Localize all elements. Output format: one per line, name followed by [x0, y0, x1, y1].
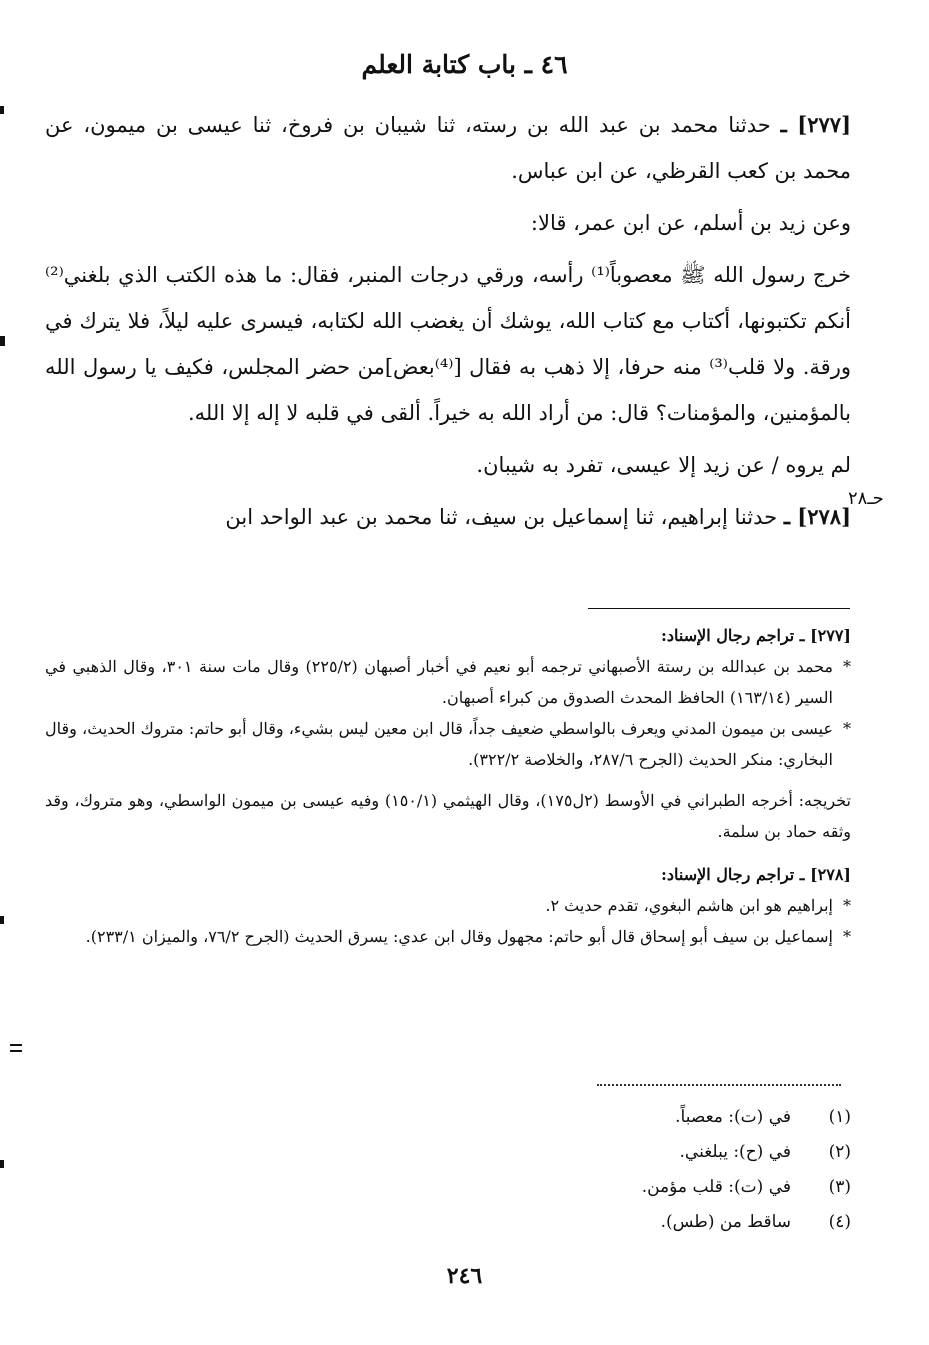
- note-277-narrator-2: * عيسى بن ميمون المدني ويعرف بالواسطي ضعيف جداً، قال ابن معين ليس بشيء، وقال أبو حاتم: متروك الحديث، وقال البخاري: منكر الحديث (الجرح ٢٨٧/٦، والخلاصة ٣٢٢/٢).: [45, 713, 851, 775]
- binding-mark: [0, 1160, 4, 1168]
- footnote-separator: [588, 608, 850, 609]
- hadith-277-isnad: [45, 102, 851, 194]
- binding-mark: [10, 1044, 22, 1046]
- commentary-notes: [45, 620, 851, 952]
- footnote-number: (٤): [828, 1212, 851, 1232]
- footnote-item: [551, 1135, 851, 1170]
- bullet-star-icon: *: [843, 927, 851, 946]
- footnote-item: [551, 1100, 851, 1135]
- footnote-item: [551, 1205, 851, 1240]
- note-278-narrator-2: * إسماعيل بن سيف أبو إسحاق قال أبو حاتم: مجهول وقال ابن عدي: يسرق الحديث (الجرح ٧٦/٢، والميزان ٢٣٣/١).: [45, 921, 851, 952]
- page-number: ٢٤٦: [446, 1263, 483, 1289]
- footnote-number: (٢): [828, 1142, 851, 1162]
- binding-mark: [0, 916, 4, 924]
- note-278-narrator-1: * إبراهيم هو ابن هاشم البغوي، تقدم حديث ٢.: [45, 890, 851, 921]
- hadith-comment: لم يروه / عن زيد إلا عيسى، تفرد به شيبان.: [476, 453, 851, 477]
- footnote-text: في (ت): قلب مؤمن.: [641, 1177, 791, 1197]
- chapter-title: ٤٦ ـ باب كتابة العلم: [361, 50, 568, 79]
- note-277-narrator-1: * محمد بن عبدالله بن رستة الأصبهاني ترجمه أبو نعيم في أخبار أصبهان (٢٢٥/٢) وقال مات سنة ٣٠١، وقال الذهبي في السير (١٦٣/١٤) الحافظ المحدث الصدوق من كبراء أصبهان.: [45, 651, 851, 713]
- footnote-text: في (ح): يبلغني.: [679, 1142, 791, 1162]
- footnote-dotted-separator: [597, 1084, 841, 1086]
- bullet-star-icon: *: [843, 896, 851, 915]
- hadith-matn: خرج رسول الله ﷺ معصوباً⁽¹⁾ رأسه، ورقي درجات المنبر، فقال: ما هذه الكتب الذي بلغني⁽²⁾ أنكم تكتبونها، أكتاب مع كتاب الله، يوشك أن يغضب الله لكتابه، فيسرى عليه ليلاً، فلا يترك في ورقة. ولا قلب⁽³⁾ منه حرفا، إلا ذهب به فقال [⁽⁴⁾بعض]من حضر المجلس، فكيف يا رسول الله بالمؤمنين، والمؤمنات؟ قال: من أراد الله به خيراً. ألقى في قلبه لا إله إلا الله.: [45, 263, 851, 425]
- hadith-278-isnad: [45, 494, 851, 540]
- binding-mark: [10, 1050, 22, 1052]
- note-277-takhrij: تخريجه: أخرجه الطبراني في الأوسط (٢ل١٧٥)، وقال الهيثمي (١٥٠/١) وفيه عيسى بن ميمون الواسطي، وهو متروك، وقد وثقه حماد بن سلمة.: [45, 791, 852, 841]
- hadith-number: [٢٧٧] ـ: [780, 112, 851, 137]
- bullet-star-icon: *: [843, 657, 851, 676]
- footnote-number: (٣): [828, 1177, 851, 1197]
- footnote-item: [551, 1170, 851, 1205]
- bullet-star-icon: *: [843, 719, 851, 738]
- isnad-text: حدثنا محمد بن عبد الله بن رسته، ثنا شيبان بن فروخ، ثنا عيسى بن ميمون، عن محمد بن كعب القرظي، عن ابن عباس.: [45, 113, 851, 183]
- footnote-text: ساقط من (طس).: [660, 1212, 791, 1232]
- note-277-heading: [٢٧٧] ـ تراجم رجال الإسناد:: [661, 626, 851, 645]
- manuscript-folio-marker: حـ٢٨: [848, 488, 884, 509]
- second-isnad: وعن زيد بن أسلم، عن ابن عمر، قالا:: [530, 211, 851, 235]
- variant-footnotes: [551, 1100, 851, 1240]
- footnote-number: (١): [828, 1107, 851, 1127]
- hadith-body: [45, 102, 851, 540]
- binding-mark: [0, 106, 4, 114]
- isnad-text: حدثنا إبراهيم، ثنا إسماعيل بن سيف، ثنا محمد بن عبد الواحد ابن: [225, 505, 784, 529]
- hadith-number: [٢٧٨] ـ: [783, 504, 851, 529]
- note-278-heading: [٢٧٨] ـ تراجم رجال الإسناد:: [661, 865, 851, 884]
- footnote-text: في (ت): معصباً.: [675, 1107, 791, 1127]
- binding-mark: [0, 336, 5, 346]
